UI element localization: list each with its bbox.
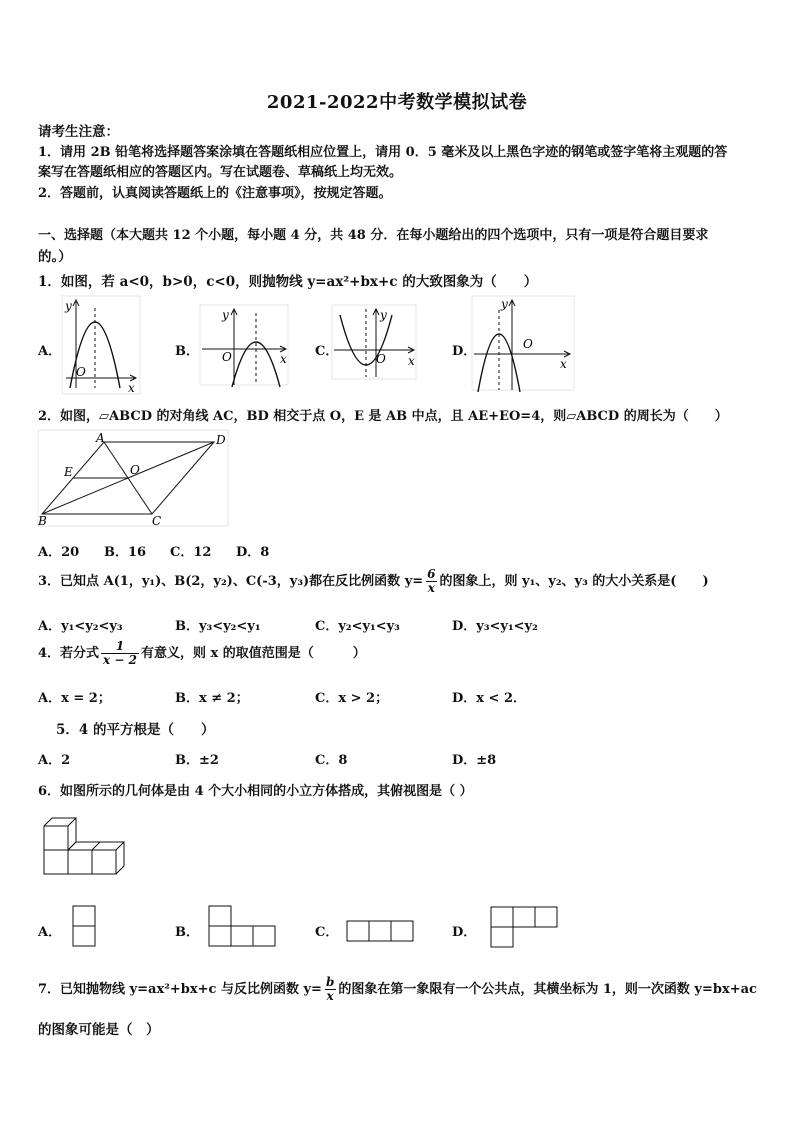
q4-option-b: B．x ≠ 2； — [175, 691, 249, 706]
q3-stem — [38, 568, 709, 595]
q7-stem — [38, 976, 757, 1003]
q2-option-d: D．8 — [236, 545, 270, 560]
q6-label-d: D． — [452, 925, 477, 940]
q4-stem-b: 有意义，则 x 的取值范围是（ ） — [140, 646, 366, 661]
q6-stem: 6．如图所示的几何体是由 4 个大小相同的小立方体搭成，其俯视图是（ ） — [38, 784, 473, 799]
q1d-x-label: x — [560, 357, 567, 371]
q6-label-c: C． — [315, 925, 339, 940]
q5-option-b: B．±2 — [175, 753, 219, 768]
q4-option-c: C．x > 2； — [315, 691, 389, 706]
q1-graph-d — [472, 296, 576, 392]
q1-label-d: D． — [452, 344, 477, 359]
section1-line1: 一、选择题（本大题共 12 个小题，每小题 4 分，共 48 分．在每小题给出的四个选项中，只有一项是符合题目要求 — [38, 228, 709, 243]
q6-option-c-view — [346, 920, 416, 944]
q6-cube-stack-figure — [42, 816, 126, 878]
q4-fraction — [101, 640, 139, 667]
q3-option-b: B．y₃<y₂<y₁ — [175, 619, 261, 634]
q1-graph-a — [62, 296, 142, 396]
section1-line2: 的。） — [38, 249, 72, 265]
q1c-origin-label: O — [376, 352, 386, 366]
q1-graph-b — [200, 305, 290, 387]
q7-stem-b: 的图象在第一象限有一个公共点，其横坐标为 1，则一次函数 y=bx+ac — [338, 982, 757, 997]
q6-option-d-view — [490, 906, 560, 950]
notice-line2: 2．答题前，认真阅读答题纸上的《注意事项》，按规定答题。 — [38, 186, 392, 201]
q7-frac-den: x — [326, 989, 334, 1003]
q4-stem-a: 4．若分式 — [38, 646, 100, 661]
q5-option-d: D．±8 — [452, 753, 497, 768]
q5-option-a: A．2 — [38, 753, 71, 768]
q1-label-a: A． — [38, 344, 62, 359]
q7-stem-a: 7．已知抛物线 y=ax²+bx+c 与反比例函数 y= — [38, 982, 322, 997]
q3-stem-a: 3．已知点 A(1，y₁)、B(2，y₂)、C(-3，y₃)都在反比例函数 y= — [38, 574, 424, 589]
q6-option-b-view — [208, 905, 278, 949]
q2-option-a: A．20 — [38, 545, 80, 560]
q2-option-b: B．16 — [104, 545, 147, 560]
q3-stem-b: 的图象上，则 y₁、y₂、y₃ 的大小关系是( ) — [439, 574, 709, 589]
q2-point-o: O — [130, 463, 140, 477]
q1b-y-label: y — [222, 308, 229, 322]
q5-option-c: C．8 — [315, 753, 348, 768]
q4-frac-den: x − 2 — [103, 653, 137, 667]
q1d-y-label: y — [501, 297, 508, 311]
q1c-x-label: x — [408, 354, 415, 368]
q1c-y-label: y — [380, 308, 387, 322]
q2-parallelogram-figure — [38, 430, 230, 528]
q2-point-b: B — [38, 514, 47, 528]
q3-option-a: A．y₁<y₂<y₃ — [38, 619, 123, 634]
q4-frac-num: 1 — [115, 639, 125, 653]
q1-label-b: B． — [175, 344, 199, 359]
q1-stem: 1．如图，若 a<0，b>0，c<0，则抛物线 y=ax²+bx+c 的大致图象为（ ） — [38, 274, 538, 290]
notice-heading: 请考生注意： — [38, 124, 119, 140]
q6-label-b: B． — [175, 925, 199, 940]
q7-frac-num: b — [325, 975, 335, 989]
q5-stem: 5．4 的平方根是（ ） — [56, 722, 215, 738]
q4-stem — [38, 640, 366, 667]
q2-point-e: E — [64, 465, 73, 479]
notice-line1b: 案写在答题纸相应的答题区内。写在试题卷、草稿纸上均无效。 — [38, 165, 403, 180]
page-title: 2021-2022中考数学模拟试卷 — [266, 92, 528, 113]
q4-option-a: A．x = 2； — [38, 691, 111, 706]
q1a-origin-label: O — [76, 365, 86, 379]
q2-stem: 2．如图，▱ABCD 的对角线 AC，BD 相交于点 O，E 是 AB 中点，且 AE+EO=4，则▱ABCD 的周长为（ ） — [38, 409, 728, 424]
q3-frac-den: x — [427, 581, 435, 595]
q4-option-d: D．x < 2． — [452, 691, 527, 706]
q2-point-c: C — [152, 514, 162, 528]
q2-option-c: C．12 — [170, 545, 212, 560]
notice-line1a: 1．请用 2B 铅笔将选择题答案涂填在答题纸相应位置上，请用 0．5 毫米及以上黑色字迹的钢笔或签字笔将主观题的答 — [38, 145, 728, 160]
q6-option-a-view — [72, 905, 98, 949]
q1a-y-label: y — [65, 299, 72, 313]
q7-fraction — [324, 976, 336, 1003]
q1b-origin-label: O — [222, 350, 232, 364]
q7-line2: 的图象可能是（ ） — [38, 1022, 160, 1038]
q3-option-c: C．y₂<y₁<y₃ — [315, 619, 400, 634]
q2-point-d: D — [216, 433, 226, 447]
q1-label-c: C． — [315, 344, 339, 359]
q1-graph-c — [332, 305, 418, 381]
q1a-x-label: x — [128, 381, 135, 395]
q3-frac-num: 6 — [427, 567, 436, 581]
q3-option-d: D．y₃<y₁<y₂ — [452, 619, 538, 634]
q3-fraction — [425, 568, 437, 595]
q1b-x-label: x — [280, 352, 287, 366]
q2-point-a: A — [96, 431, 105, 445]
q1d-origin-label: O — [523, 337, 533, 351]
q6-label-a: A． — [38, 925, 62, 940]
